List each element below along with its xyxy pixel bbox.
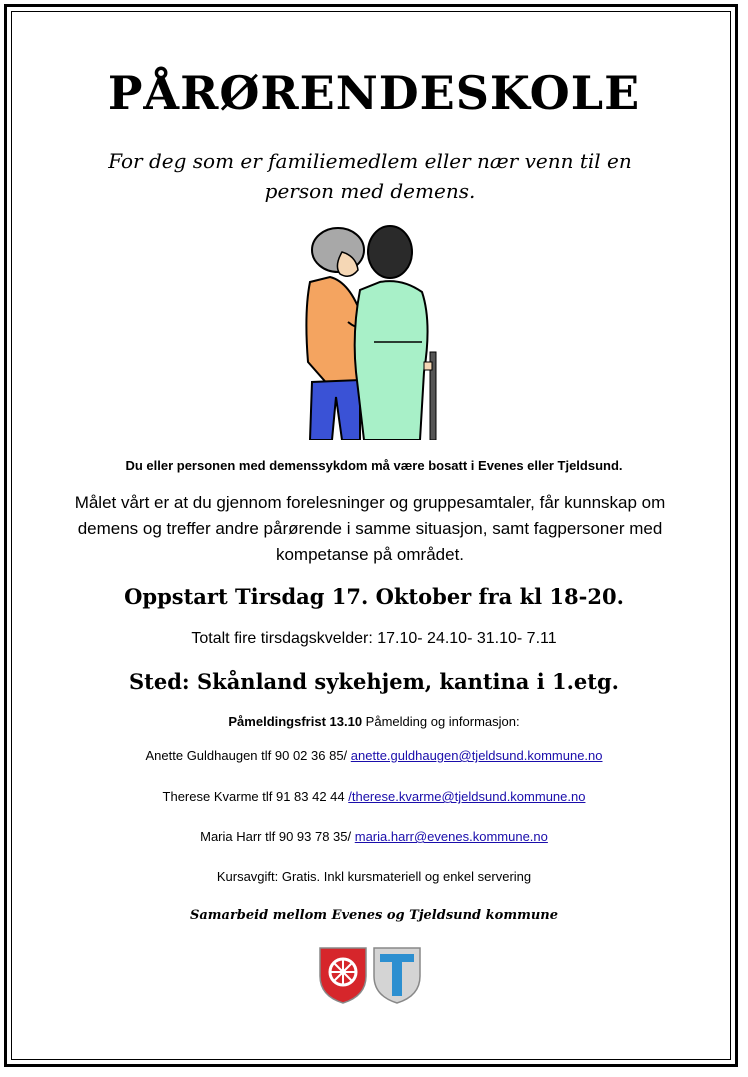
registration-deadline: Påmeldingsfrist 13.10 (228, 714, 363, 729)
contact-text: Anette Guldhaugen tlf 90 02 36 85/ (145, 748, 351, 763)
registration-line (0, 714, 748, 729)
contact-therese (0, 789, 748, 804)
contact-text: Therese Kvarme tlf 91 83 42 44 (162, 789, 349, 804)
contact-email-link[interactable]: anette.guldhaugen@tjeldsund.kommune.no (350, 748, 603, 763)
residency-note: Du eller personen med demenssykdom må være bosatt i Evenes eller Tjeldsund. (125, 458, 623, 473)
tjeldsund-coat-of-arms-icon (374, 948, 420, 1003)
collaboration-line: Samarbeid mellom Evenes og Tjeldsund kommune (189, 908, 559, 923)
contact-text: Maria Harr tlf 90 93 78 35/ (200, 829, 355, 844)
contact-maria (0, 829, 748, 844)
contact-anette (0, 748, 748, 763)
goal-paragraph: Målet vårt er at du gjennom forelesninger og gruppesamtaler, får kunnskap om demens og treffer andre pårørende i samme situasjon, samt fagpersoner med kompetanse på området. (74, 493, 666, 564)
registration-info: Påmelding og informasjon: (362, 714, 520, 729)
start-date-line: Oppstart Tirsdag 17. Oktober fra kl 18-20. (124, 584, 624, 609)
contact-email-link[interactable]: /therese.kvarme@tjeldsund.kommune.no (348, 789, 586, 804)
municipality-logos (318, 946, 422, 1004)
evenings-line: Totalt fire tirsdagskvelder: 17.10- 24.10- 31.10- 7.11 (191, 630, 557, 647)
poster-title: PÅRØRENDESKOLE (107, 66, 641, 120)
evenes-coat-of-arms-icon (320, 948, 366, 1003)
caregiver-illustration-icon (290, 222, 450, 440)
contact-email-link[interactable]: maria.harr@evenes.kommune.no (354, 829, 548, 844)
place-line: Sted: Skånland sykehjem, kantina i 1.etg. (129, 669, 619, 694)
fee-line: Kursavgift: Gratis. Inkl kursmateriell og enkel servering (216, 869, 532, 884)
poster-subtitle: For deg som er familiemedlem eller nær venn til en person med demens. (108, 149, 632, 203)
